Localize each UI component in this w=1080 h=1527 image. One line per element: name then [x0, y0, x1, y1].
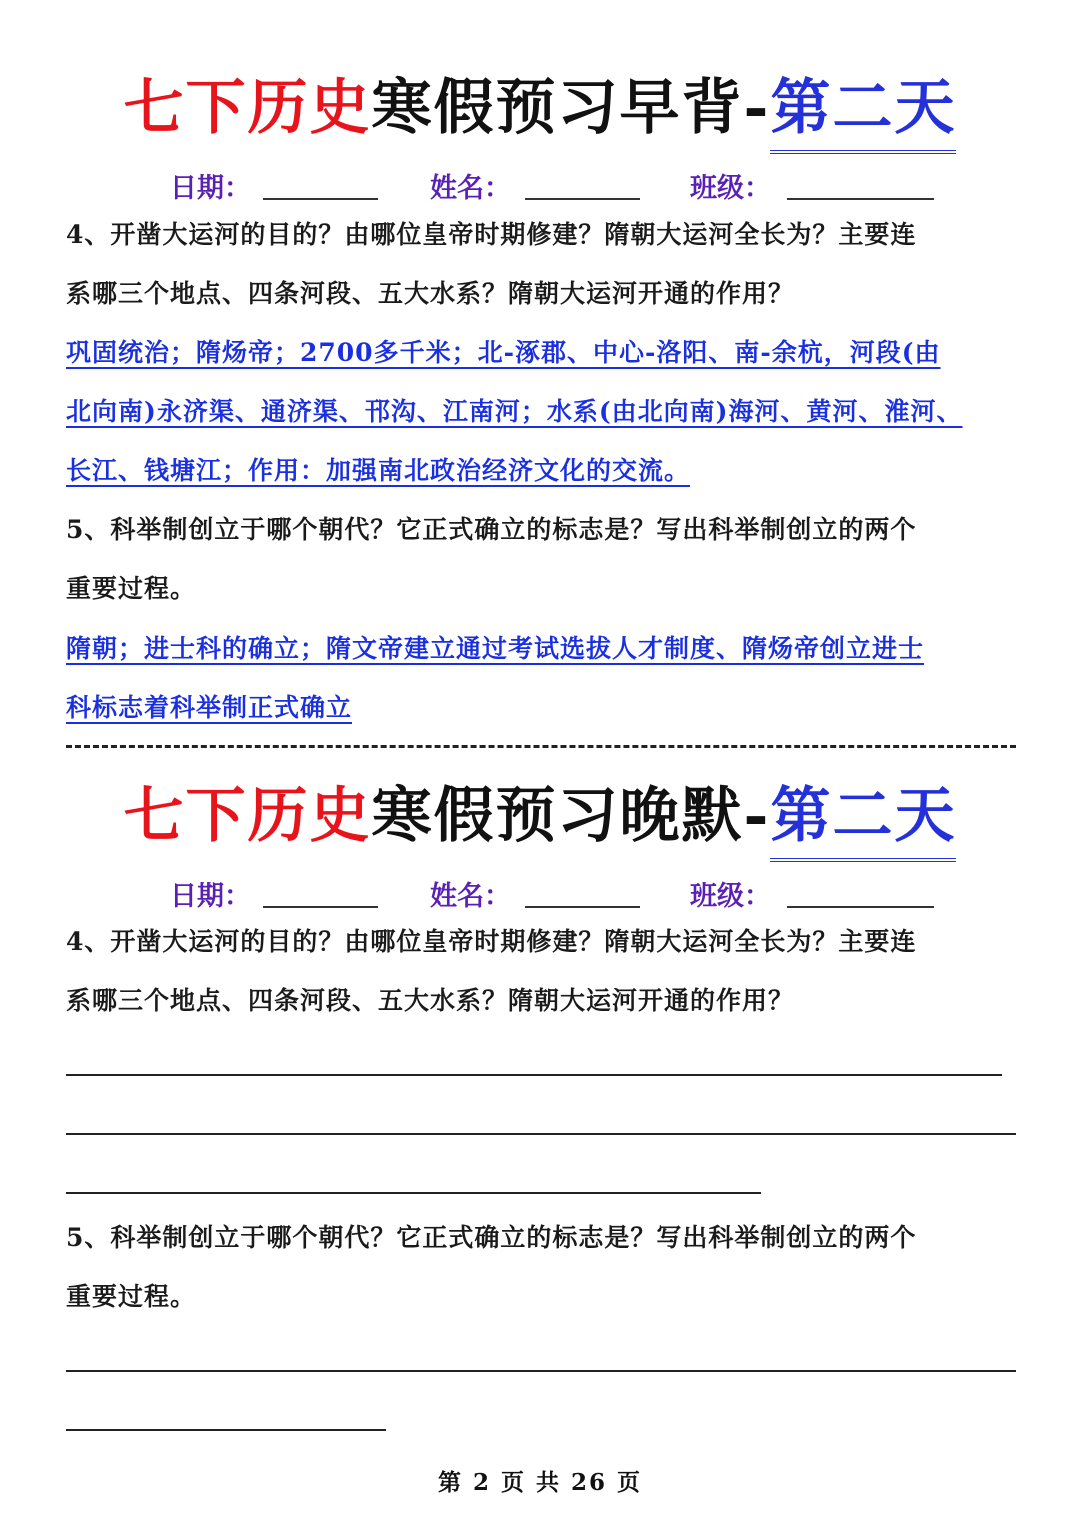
top-name-field[interactable] [525, 198, 640, 200]
top-title-red: 七下历史 [123, 73, 372, 143]
bottom-q4-line1: 4、开凿大运河的目的？由哪位皇帝时期修建？隋朝大运河全长为？主要连 [66, 927, 917, 956]
bottom-q4-line2: 系哪三个地点、四条河段、五大水系？隋朝大运河开通的作用？ [66, 986, 795, 1015]
top-a4-line3: 长江、钱塘江；作用：加强南北政治经济文化的交流。 [66, 456, 691, 485]
top-date-label: 日期： [170, 173, 251, 204]
answer-line-q5-2[interactable] [66, 1429, 386, 1431]
top-a5-line1: 隋朝；进士科的确立；隋文帝建立通过考试选拔人才制度、隋炀帝创立进士 [66, 634, 925, 663]
bottom-date-field[interactable] [263, 906, 378, 908]
bottom-class-label: 班级： [690, 881, 771, 912]
top-question-5 [66, 500, 1016, 618]
top-class-field[interactable] [787, 198, 934, 200]
bottom-name-field[interactable] [525, 906, 640, 908]
top-answer-5 [66, 619, 1036, 737]
top-name-label: 姓名： [430, 173, 511, 204]
top-question-4 [66, 205, 1016, 323]
top-q4-line1: 4、开凿大运河的目的？由哪位皇帝时期修建？隋朝大运河全长为？主要连 [66, 220, 917, 249]
top-q5-line1: 5、科举制创立于哪个朝代？它正式确立的标志是？写出科举制创立的两个 [66, 515, 917, 544]
top-class-label: 班级： [690, 173, 771, 204]
bottom-question-4 [66, 912, 1016, 1030]
bottom-q5-line2: 重要过程。 [66, 1282, 197, 1311]
answer-line-q4-2[interactable] [66, 1133, 1016, 1135]
top-answer-4 [66, 323, 1036, 500]
bottom-date-label: 日期： [170, 881, 251, 912]
bottom-class-field[interactable] [787, 906, 934, 908]
answer-line-q4-1[interactable] [66, 1074, 1002, 1076]
bottom-name-label: 姓名： [430, 881, 511, 912]
top-q4-line2: 系哪三个地点、四条河段、五大水系？隋朝大运河开通的作用？ [66, 279, 795, 308]
answer-line-q5-1[interactable] [66, 1370, 1016, 1372]
page-number: 第 2 页 共 26 页 [437, 1469, 643, 1496]
top-a4-line2: 北向南)永济渠、通济渠、邗沟、江南河；水系(由北向南)海河、黄河、淮河、 [66, 397, 963, 426]
answer-line-q4-3[interactable] [66, 1192, 761, 1194]
top-a4-line1: 巩固统治；隋炀帝；2700多千米；北-涿郡、中心-洛阳、南-余杭，河段(由 [66, 338, 941, 367]
top-title-black: 寒假预习早背- [371, 73, 771, 143]
bottom-title-blue: 第二天 [770, 776, 956, 856]
top-a5-line2: 科标志着科举制正式确立 [66, 693, 353, 722]
bottom-meta-row [170, 874, 950, 914]
top-title [0, 68, 1080, 148]
bottom-title-red: 七下历史 [123, 781, 372, 851]
top-date-field[interactable] [263, 198, 378, 200]
bottom-q5-line1: 5、科举制创立于哪个朝代？它正式确立的标志是？写出科举制创立的两个 [66, 1223, 917, 1252]
top-title-blue: 第二天 [770, 68, 956, 148]
bottom-title [0, 776, 1080, 856]
top-meta-row [170, 166, 950, 206]
top-q5-line2: 重要过程。 [66, 574, 197, 603]
bottom-title-black: 寒假预习晚默- [371, 781, 771, 851]
bottom-question-5 [66, 1208, 1016, 1326]
section-divider [66, 745, 1016, 748]
